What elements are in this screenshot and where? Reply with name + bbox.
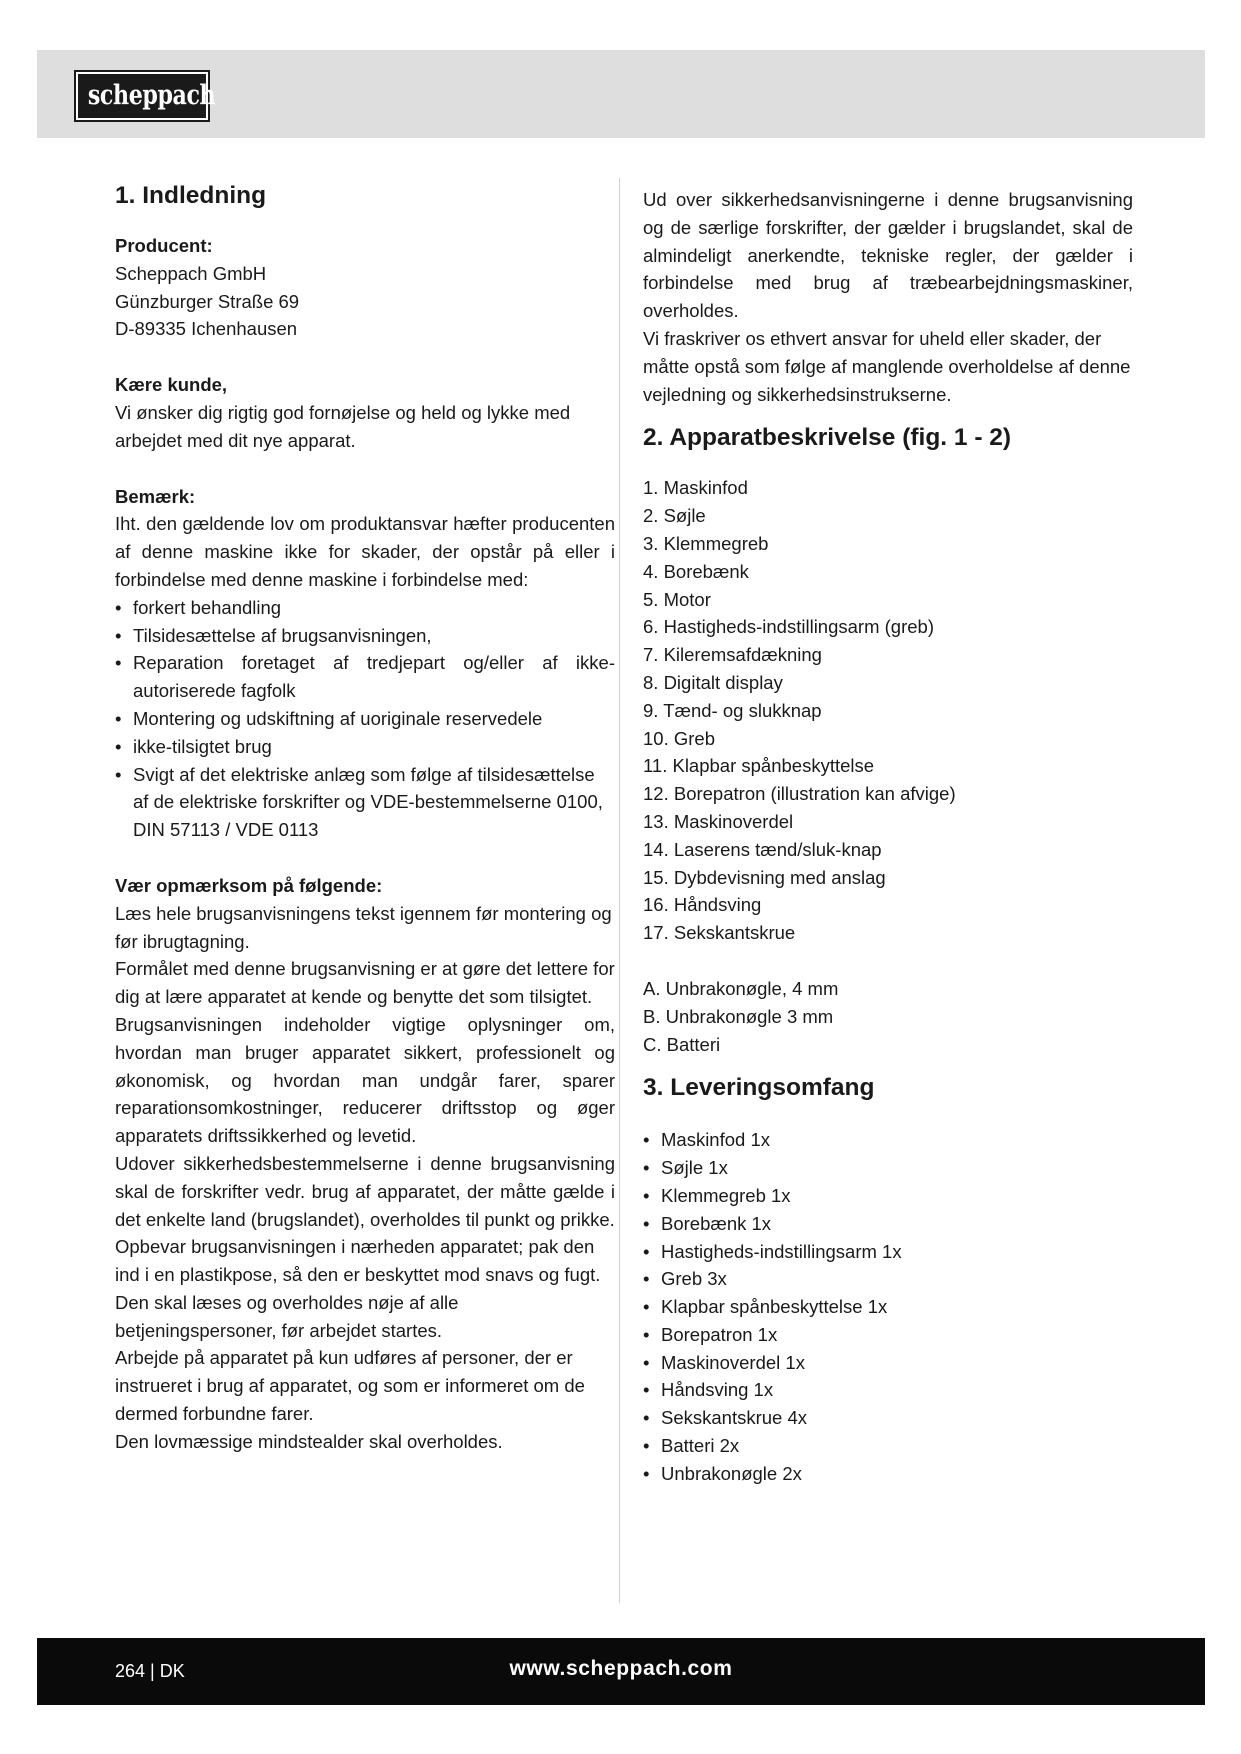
intro-paragraph: Vi fraskriver os ethvert ansvar for uheld eller skader, der måtte opstå som følge af manglende overholdelse af denne vejledning og sikkerhedsinstrukserne.	[643, 327, 1131, 405]
section-heading-introduction: 1. Indledning	[115, 182, 267, 209]
section-heading-delivery: 3. Leveringsomfang	[643, 1074, 875, 1102]
list-item: 15. Dybdevisning med anslag	[643, 866, 886, 888]
header-bar	[37, 50, 1205, 138]
attention-paragraph: Læs hele brugsanvisningens tekst igennem før montering og før ibrugtagning.	[115, 902, 612, 952]
section-heading-description: 2. Apparatbeskrivelse (fig. 1 - 2)	[643, 424, 1012, 452]
producer-line: D-89335 Ichenhausen	[115, 318, 298, 340]
list-item: 11. Klapbar spånbeskyttelse	[643, 755, 875, 777]
attention-paragraph: Formålet med denne brugsanvisning er at gøre det lettere for dig at lære apparatet at kende og benytte det som tilsigtet.	[115, 958, 615, 1008]
list-item: • Borebænk 1x	[643, 1210, 1133, 1238]
list-item: • Svigt af det elektriske anlæg som følge af tilsidesættelse af de elektriske forskrifter og VDE-bestemmelserne 0100, DIN 57113 / VDE 0113	[115, 761, 615, 844]
attention-paragraph: Arbejde på apparatet på kun udføres af personer, der er instrueret i brug af apparatet, og som er informeret om de dermed forbundne farer.	[115, 1347, 585, 1425]
attention-paragraph: Udover sikkerhedsbestemmelserne i denne brugsanvisning skal de forskrifter vedr. brug af apparatet, der måtte gælde i det enkelte land (brugslandet), overholdes til punkt og prikke.	[115, 1152, 615, 1230]
list-item: 14. Laserens tænd/sluk-knap	[643, 838, 882, 860]
accessory-item: C. Batteri	[643, 1033, 721, 1055]
accessory-item: B. Unbrakonøgle 3 mm	[643, 1005, 834, 1027]
list-item: • Håndsving 1x	[643, 1376, 1133, 1404]
list-item: • Reparation foretaget af tredjepart og/eller af ikke-autoriserede fagfolk	[115, 649, 615, 705]
page-number: 264 | DK	[115, 1661, 185, 1681]
list-item: • Klemmegreb 1x	[643, 1182, 1133, 1210]
list-item: • Klapbar spånbeskyttelse 1x	[643, 1293, 1133, 1321]
greeting-text: Vi ønsker dig rigtig god fornøjelse og held og lykke med arbejdet med dit nye apparat.	[115, 401, 571, 451]
list-item: 2. Søjle	[643, 505, 706, 527]
list-item: • Sekskantskrue 4x	[643, 1404, 1133, 1432]
delivery-list	[643, 1126, 1133, 1487]
list-item: • Maskinfod 1x	[643, 1126, 1133, 1154]
producer-line: Günzburger Straße 69	[115, 290, 300, 312]
list-item: 10. Greb	[643, 727, 715, 749]
producer-line: Scheppach GmbH	[115, 262, 267, 284]
list-item: 7. Kileremsafdækning	[643, 644, 822, 666]
attention-paragraph: Brugsanvisningen indeholder vigtige oplysninger om, hvordan man bruger apparatet sikkert, professionelt og økonomisk, og hvordan man undgår farer, sparer reparationsomkostninger, reducerer driftsstop og øger apparatets driftssikkerhed og levetid.	[115, 1013, 615, 1147]
list-item: 13. Maskinoverdel	[643, 810, 794, 832]
list-item: • Montering og udskiftning af uoriginale reservedele	[115, 705, 615, 733]
producer-label: Producent:	[115, 235, 213, 256]
list-item: 8. Digitalt display	[643, 671, 783, 693]
attention-paragraph: Opbevar brugsanvisningen i nærheden apparatet; pak den ind i en plastikpose, så den er beskyttet mod snavs og fugt. Den skal læses og overholdes nøje af alle betjeningspersoner, før arbejdet startes.	[115, 1236, 601, 1341]
note-text: Iht. den gældende lov om produktansvar hæfter producenten af denne maskine ikke for skader, der opstår på eller i forbindelse med denne maskine i forbindelse med:	[115, 513, 615, 590]
scheppach-logo	[74, 70, 216, 122]
accessory-item: A. Unbrakonøgle, 4 mm	[643, 977, 839, 999]
greeting-label: Kære kunde,	[115, 374, 228, 396]
intro-paragraph: Ud over sikkerhedsanvisningerne i denne brugsanvisning og de særlige forskrifter, der gælder i brugslandet, skal de almindeligt anerkendte, tekniske regler, der gælder i forbindelse med brug af træbearbejdningsmaskiner, overholdes.	[643, 189, 1133, 322]
list-item: • Hastigheds-indstillingsarm 1x	[643, 1238, 1133, 1266]
attention-paragraph: Den lovmæssige mindstealder skal overholdes.	[115, 1430, 503, 1452]
list-item: • Borepatron 1x	[643, 1321, 1133, 1349]
list-item: 5. Motor	[643, 588, 711, 610]
list-item: 9. Tænd- og slukknap	[643, 699, 822, 721]
note-label: Bemærk:	[115, 485, 196, 507]
list-item: • Greb 3x	[643, 1265, 1133, 1293]
list-item: 4. Borebænk	[643, 560, 749, 582]
list-item: • Tilsidesættelse af brugsanvisningen,	[115, 622, 615, 650]
list-item: 16. Håndsving	[643, 894, 762, 916]
list-item: • Batteri 2x	[643, 1432, 1133, 1460]
list-item: • Unbrakonøgle 2x	[643, 1460, 1133, 1488]
right-column	[643, 186, 1133, 1488]
list-item: 1. Maskinfod	[643, 477, 748, 499]
note-bullet-list	[115, 594, 615, 844]
parts-list	[643, 474, 1133, 947]
list-item: • Maskinoverdel 1x	[643, 1349, 1133, 1377]
list-item: • forkert behandling	[115, 594, 615, 622]
column-divider	[619, 178, 620, 1603]
logo-text: scheppach	[87, 80, 216, 111]
attention-label: Vær opmærksom på følgende:	[115, 874, 383, 896]
list-item: 12. Borepatron (illustration kan afvige)	[643, 783, 956, 805]
list-item: 17. Sekskantskrue	[643, 922, 796, 944]
list-item: 3. Klemmegreb	[643, 532, 769, 554]
website-link[interactable]: www.scheppach.com	[509, 1657, 733, 1680]
list-item: 6. Hastigheds-indstillingsarm (greb)	[643, 616, 934, 638]
list-item: • ikke-tilsigtet brug	[115, 733, 615, 761]
left-column	[115, 180, 615, 1456]
footer-bar	[37, 1638, 1205, 1705]
list-item: • Søjle 1x	[643, 1154, 1133, 1182]
